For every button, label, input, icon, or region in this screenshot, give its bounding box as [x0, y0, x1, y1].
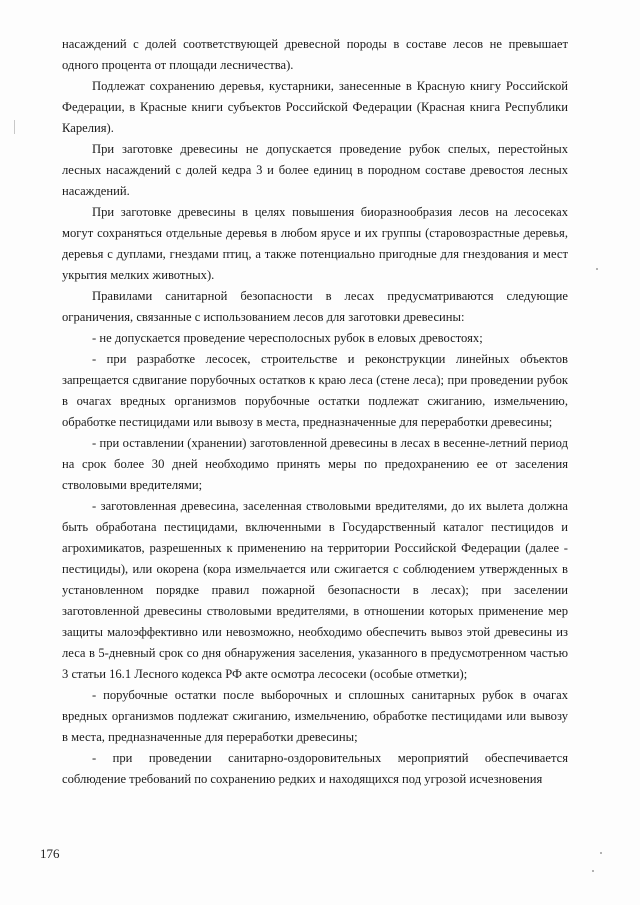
list-item: - при разработке лесосек, строительстве и реконструкции линейных объектов запрещается сдвигание порубочных остатков к краю леса (стене леса); при проведении рубок в очагах вредных организмов порубочные остатки подлежат сжиганию, измельчению, обработке пестицидами или вывозу в места, предназначенные для переработки древесины;	[62, 352, 568, 429]
scan-speck	[600, 852, 602, 854]
document-body	[62, 34, 568, 790]
page-number: 176	[40, 846, 60, 861]
paragraph: Правилами санитарной безопасности в лесах предусматриваются следующие ограничения, связанные с использованием лесов для заготовки древесины:	[62, 289, 568, 324]
list-item: - при проведении санитарно-оздоровительных мероприятий обеспечивается соблюдение требований по сохранению редких и находящихся под угрозой исчезновения	[62, 751, 568, 786]
list-item: - при оставлении (хранении) заготовленной древесины в лесах в весенне-летний период на срок более 30 дней необходимо принять меры по предохранению ее от заселения стволовыми вредителями;	[62, 436, 568, 492]
scan-speck	[596, 268, 598, 270]
list-item: - не допускается проведение чересполосных рубок в еловых древостоях;	[92, 331, 483, 345]
paragraph: При заготовке древесины в целях повышения биоразнообразия лесов на лесосеках могут сохраняться отдельные деревья в любом ярусе и их группы (старовозрастные деревья, деревья с дуплами, гнездами птиц, а также потенциально пригодные для гнездования и мест укрытия мелких животных).	[62, 205, 568, 282]
list-item: - заготовленная древесина, заселенная стволовыми вредителями, до их вылета должна быть обработана пестицидами, включенными в Государственный каталог пестицидов и агрохимикатов, разрешенных к применению на территории Российской Федерации (далее - пестициды), или окорена (кора измельчается или сжигается с соблюдением утвержденных в установленном порядке правил пожарной безопасности в лесах); при заселении заготовленной древесины стволовыми вредителями, в отношении которых применение мер защиты малоэффективно или невозможно, необходимо обеспечить вывоз этой древесины из леса в 5-дневный срок со дня обнаружения заселения, указанного в предусмотренном частью 3 статьи 16.1 Лесного кодекса РФ акте осмотра лесосеки (особые отметки);	[62, 499, 568, 681]
paragraph: При заготовке древесины не допускается проведение рубок спелых, перестойных лесных насаждений с долей кедра 3 и более единиц в породном составе древостоя лесных насаждений.	[62, 142, 568, 198]
paragraph: Подлежат сохранению деревья, кустарники, занесенные в Красную книгу Российской Федерации, в Красные книги субъектов Российской Федерации (Красная книга Республики Карелия).	[62, 79, 568, 135]
paragraph: насаждений с долей соответствующей древесной породы в составе лесов не превышает одного процента от площади лесничества).	[62, 37, 568, 72]
scan-speck	[592, 870, 594, 872]
list-item: - порубочные остатки после выборочных и сплошных санитарных рубок в очагах вредных организмов подлежат сжиганию, измельчению, обработке пестицидами или вывозу в места, предназначенные для переработки древесины;	[62, 688, 568, 744]
scan-mark	[14, 120, 15, 134]
